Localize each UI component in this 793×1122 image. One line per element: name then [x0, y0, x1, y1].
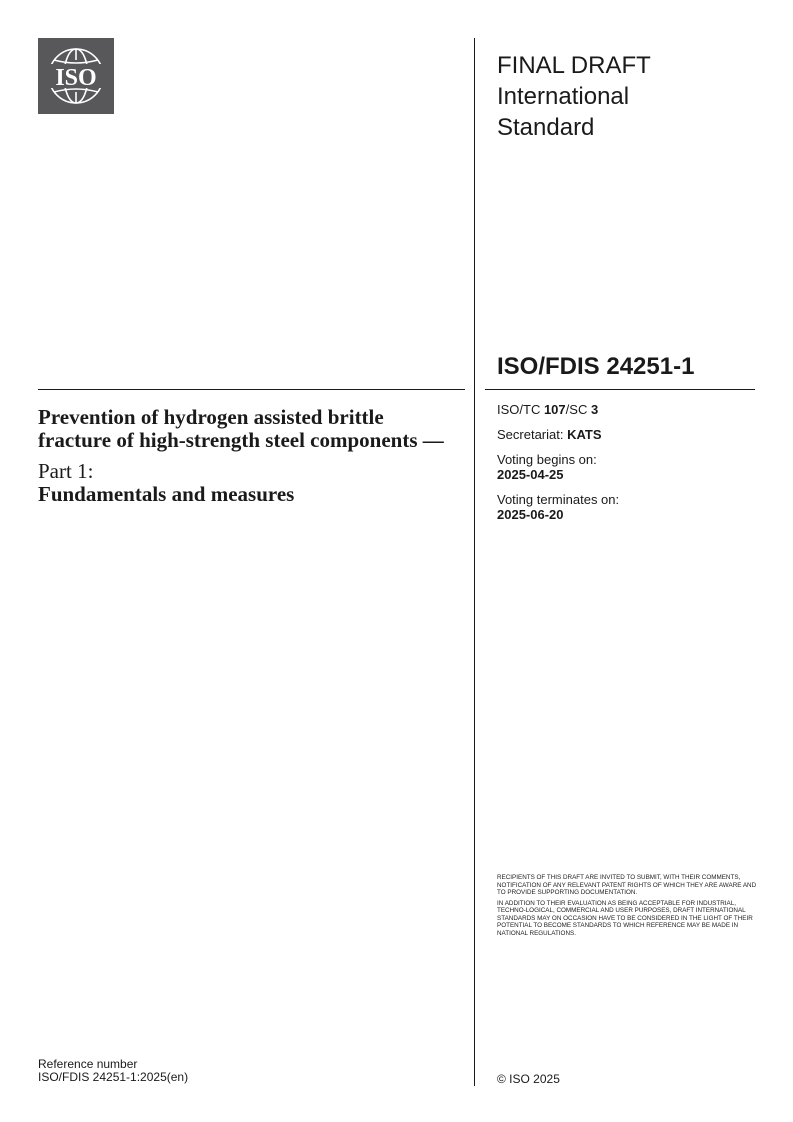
column-divider: [474, 38, 475, 1086]
logo-text: ISO: [55, 65, 97, 91]
document-title: Prevention of hydrogen assisted brittle fracture of high-strength steel components —: [38, 405, 444, 452]
sc-number: 3: [590, 402, 599, 417]
title-rule: [38, 389, 465, 390]
id-rule: [485, 389, 755, 390]
voting-ends-value: 2025-06-20: [497, 507, 564, 522]
document-id: ISO/FDIS 24251-1: [497, 353, 695, 380]
part-label: Part 1:: [38, 459, 94, 483]
title-block: [38, 406, 458, 506]
secretariat-label: Secretariat:: [497, 427, 568, 442]
part-title: Fundamentals and measures: [38, 482, 295, 506]
voting-begins-value: 2025-04-25: [497, 467, 564, 482]
doc-type-line3: Standard: [497, 114, 595, 141]
voting-ends-row: [497, 492, 757, 522]
reference-value: ISO/FDIS 24251-1:2025(en): [38, 1070, 189, 1084]
voting-ends-label: Voting terminates on:: [497, 492, 620, 507]
document-type: [497, 50, 747, 143]
doc-type-line2: International: [497, 83, 630, 110]
globe-icon: [38, 38, 114, 114]
committee-prefix: ISO/TC: [497, 402, 544, 417]
reference-label: Reference number: [38, 1057, 138, 1071]
notice-paragraph-2: IN ADDITION TO THEIR EVALUATION AS BEING ACCEPTABLE FOR INDUSTRIAL, TECHNO-LOGICAL, COMMERCIAL AND USER PURPOSES, DRAFT INTERNATIONAL STANDARDS MAY ON OCCASION HAVE TO BE CONSIDERED IN THE LIGHT OF THEIR POTENTIAL TO BECOME STANDARDS TO WHICH REFERENCE MAY BE MADE IN NATIONAL REGULATIONS.: [497, 899, 753, 937]
secretariat-row: [497, 427, 757, 442]
iso-logo: [38, 38, 114, 114]
notice-paragraph-1: RECIPIENTS OF THIS DRAFT ARE INVITED TO SUBMIT, WITH THEIR COMMENTS, NOTIFICATION OF ANY RELEVANT PATENT RIGHTS OF WHICH THEY ARE AWARE AND TO PROVIDE SUPPORTING DOCUMENTATION.: [497, 874, 757, 896]
metadata: [497, 402, 757, 532]
reference-number: [38, 1058, 188, 1084]
sc-prefix: /SC: [565, 402, 591, 417]
tc-number: 107: [543, 402, 566, 417]
doc-type-line1: FINAL DRAFT: [497, 52, 651, 79]
committee-row: [497, 402, 757, 417]
draft-notice: [497, 874, 757, 940]
copyright: © ISO 2025: [497, 1072, 560, 1086]
secretariat-value: KATS: [567, 427, 602, 442]
voting-begins-row: [497, 452, 757, 482]
voting-begins-label: Voting begins on:: [497, 452, 597, 467]
